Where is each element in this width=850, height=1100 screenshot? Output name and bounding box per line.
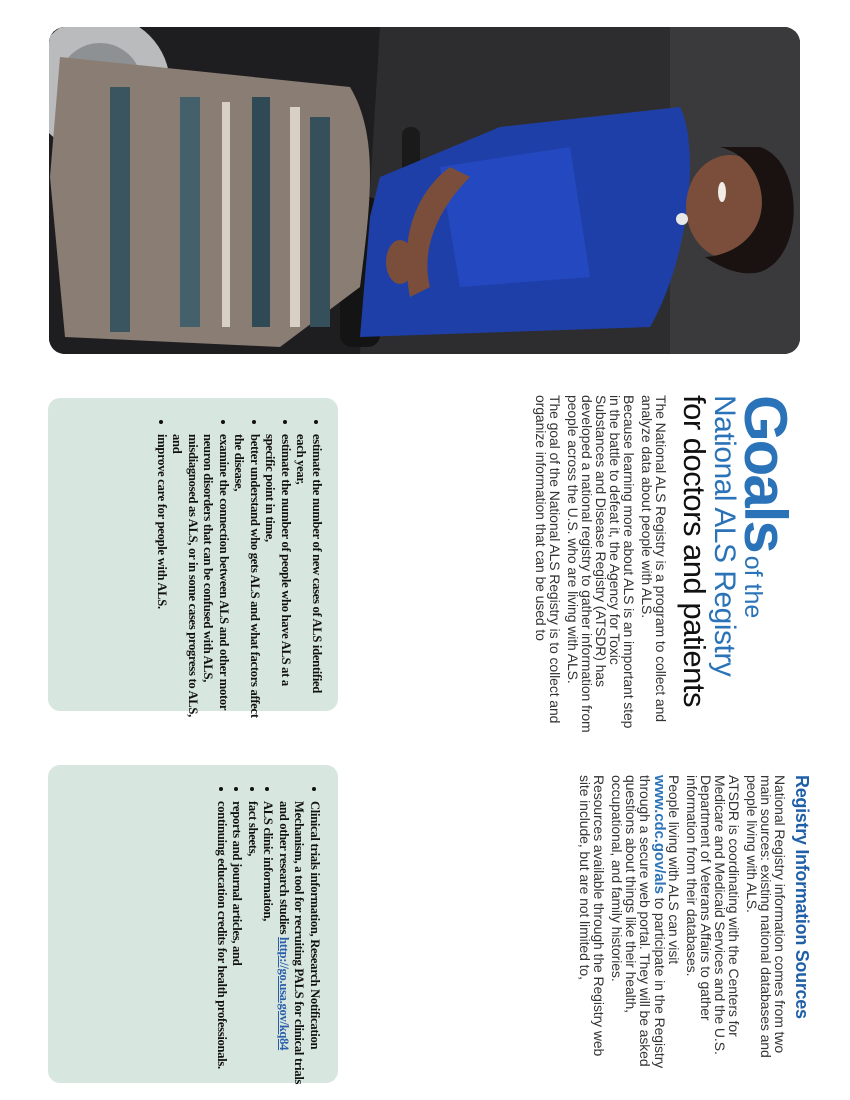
list-item: • estimate the number of people who have ALS at a specific point in time, xyxy=(262,434,293,719)
sources-paragraph-3 xyxy=(610,775,681,1075)
title xyxy=(677,395,799,740)
list-item: • estimate the number of new cases of ALS identified each year, xyxy=(293,434,324,719)
go-usa-gov-link[interactable]: http://go.usa.gov/kq84 xyxy=(277,937,291,1051)
photo-woman-wheelchair xyxy=(49,27,800,354)
resource-clinical-trials: Clinical trials information, Research Notification Mechanism, a tool for recruiting PALS for clinical trials and other research studies xyxy=(277,801,322,1085)
intro-paragraph-1: The National ALS Registry is a program to collect and analyze data about people with ALS. xyxy=(639,395,669,722)
title-audience: for doctors and patients xyxy=(677,395,712,707)
intro-paragraph-2: Because learning more about ALS is an important step in the battle to defeat it, the Agency for Toxic Substances and Disease Registry (ATSDR) has developed a national registry to gather information from people across the U.S. who are living with ALS. xyxy=(565,395,637,733)
list-item: • examine the connection between ALS and other motor neuron disorders that can be confused with ALS, misdiagnosed as ALS, or in some cases progress to ALS, and xyxy=(169,434,231,719)
goals-box xyxy=(48,398,338,718)
sources-paragraph-1: National Registry information comes from two main sources: existing national databases and people living with ALS. xyxy=(744,775,788,1058)
sources-heading: Registry Information Sources xyxy=(792,775,812,1019)
intro-paragraph-3: The goal of the National ALS Registry is to collect and organize information that can be used to xyxy=(533,395,563,724)
sources-paragraph-2: ATSDR is coordinating with the Centers for Medicare and Medicaid Services and the U.S. Department of Veterans Affairs to gather information from their databases. xyxy=(684,775,742,1055)
goals-list xyxy=(154,412,325,719)
intro-column xyxy=(530,395,799,740)
title-goals: Goals xyxy=(732,395,799,552)
list-item: • continuing education credits for health professionals. xyxy=(214,801,230,1091)
list-item: • better understand who gets ALS and what factors affect the disease, xyxy=(231,434,262,719)
cdc-als-link[interactable]: www.cdc.gov/als xyxy=(651,775,668,894)
list-item: • fact sheets, xyxy=(245,801,261,1091)
list-item: • ALS clinic information, xyxy=(260,801,276,1091)
sources-p3-post: to participate in the Registry through a secure web portal. They will be asked questions about things like their health, occupational, and family histories. xyxy=(609,775,668,1069)
list-item: • reports and journal articles, and xyxy=(229,801,245,1091)
sources-p3-pre: People living with ALS can visit xyxy=(666,775,682,965)
sources-column xyxy=(574,775,813,1075)
list-item xyxy=(276,801,323,1091)
sources-paragraph-4: Resources available through the Registry web site include, but are not limited to, xyxy=(577,775,607,1057)
resources-box xyxy=(48,765,338,1083)
title-of-the: of the xyxy=(739,555,767,619)
photo-illustration xyxy=(49,27,800,354)
list-item: • improve care for people with ALS. xyxy=(154,434,170,719)
title-registry: National ALS Registry xyxy=(708,395,741,677)
resources-list xyxy=(214,779,323,1091)
